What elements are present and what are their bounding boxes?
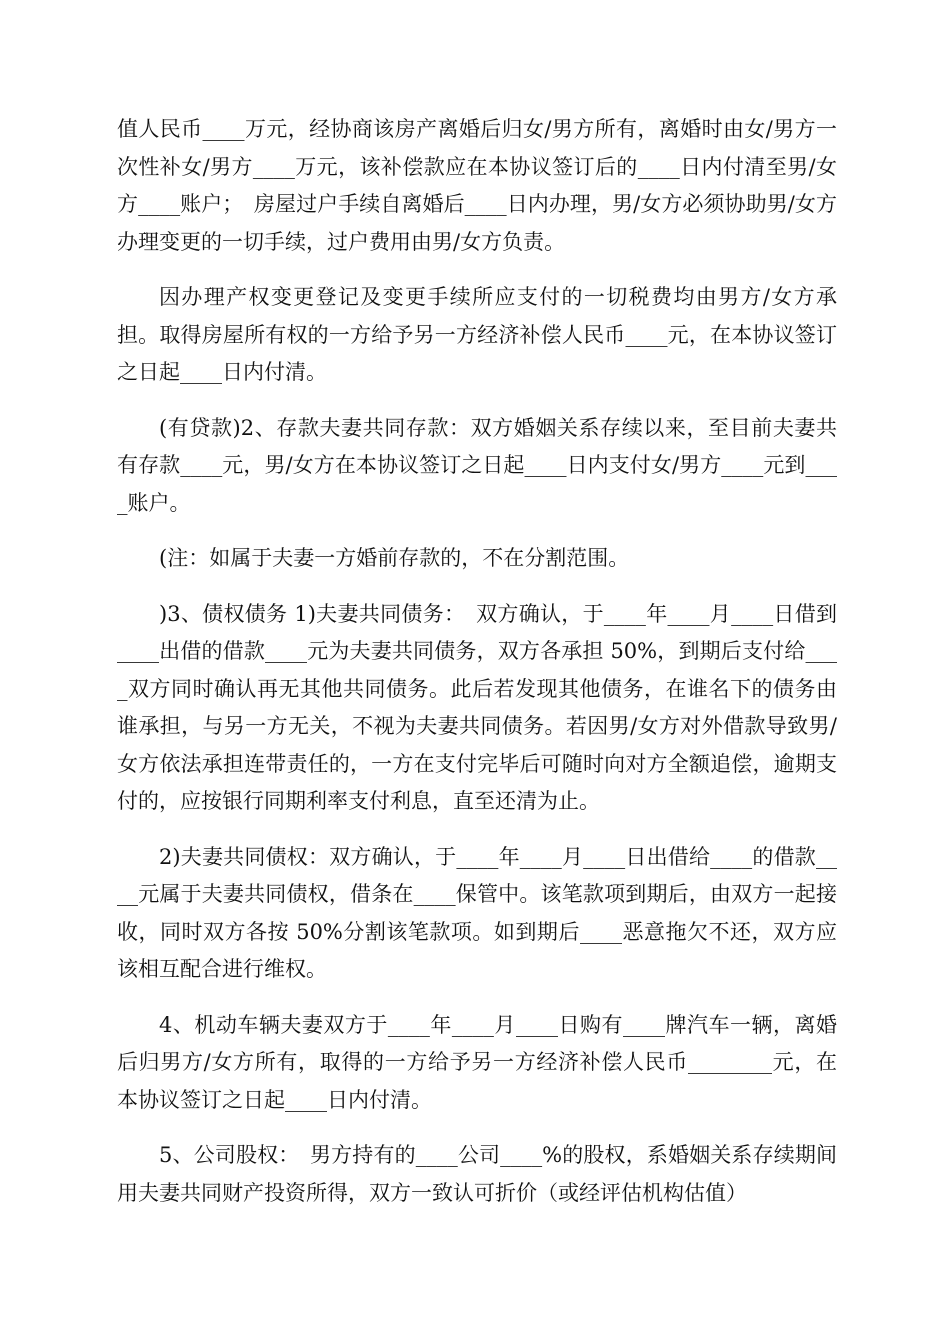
paragraph-joint-debts: )3、债权债务 1)夫妻共同债务： 双方确认，于____年____月____日借到____出借的借款____元为夫妻共同债务，双方各承担 50%，到期后支付给____双方同时确认再无其他共同债务。此后若发现其他债务，在谁名下的债务由谁承担，与另一方无关，不视为夫妻共同债务。若因男/女方对外借款导致男/女方依法承担连带责任的，一方在支付完毕后可随时向对方全额追偿，逾期支付的，应按银行同期利率支付利息，直至还清为止。 bbox=[117, 601, 837, 813]
paragraph-joint-savings: (有贷款)2、存款夫妻共同存款：双方婚姻关系存续以来，至目前夫妻共有存款____元，男/女方在本协议签订之日起____日内支付女/男方____元到____账户。 bbox=[117, 415, 837, 515]
paragraph-company-equity: 5、公司股权： 男方持有的____公司____%的股权，系婚姻关系存续期间用夫妻共同财产投资所得，双方一致认可折价（或经评估机构估值） bbox=[117, 1143, 837, 1205]
document-body bbox=[117, 111, 837, 1230]
paragraph-premarital-note: (注：如属于夫妻一方婚前存款的，不在分割范围。 bbox=[159, 546, 630, 570]
paragraph-motor-vehicle: 4、机动车辆夫妻双方于____年____月____日购有____牌汽车一辆，离婚后归男方/女方所有，取得的一方给予另一方经济补偿人民币________元，在本协议签订之日起____日内付清。 bbox=[117, 1012, 837, 1112]
paragraph-transfer-taxes: 因办理产权变更登记及变更手续所应支付的一切税费均由男方/女方承担。取得房屋所有权的一方给予另一方经济补偿人民币____元，在本协议签订之日起____日内付清。 bbox=[117, 285, 837, 384]
paragraph-joint-claims: 2)夫妻共同债权：双方确认，于____年____月____日出借给____的借款____元属于夫妻共同债权，借条在____保管中。该笔款项到期后，由双方一起接收，同时双方各按 50%分割该笔款项。如到期后____恶意拖欠不还，双方应该相互配合进行维权。 bbox=[117, 844, 837, 981]
paragraph-real-estate-settlement: 值人民币____万元，经协商该房产离婚后归女/男方所有，离婚时由女/男方一次性补女/男方____万元，该补偿款应在本协议签订后的____日内付清至男/女方____账户； 房屋过户手续自离婚后____日内办理，男/女方必须协助男/女方办理变更的一切手续，过户费用由男/女方负责。 bbox=[117, 117, 837, 254]
